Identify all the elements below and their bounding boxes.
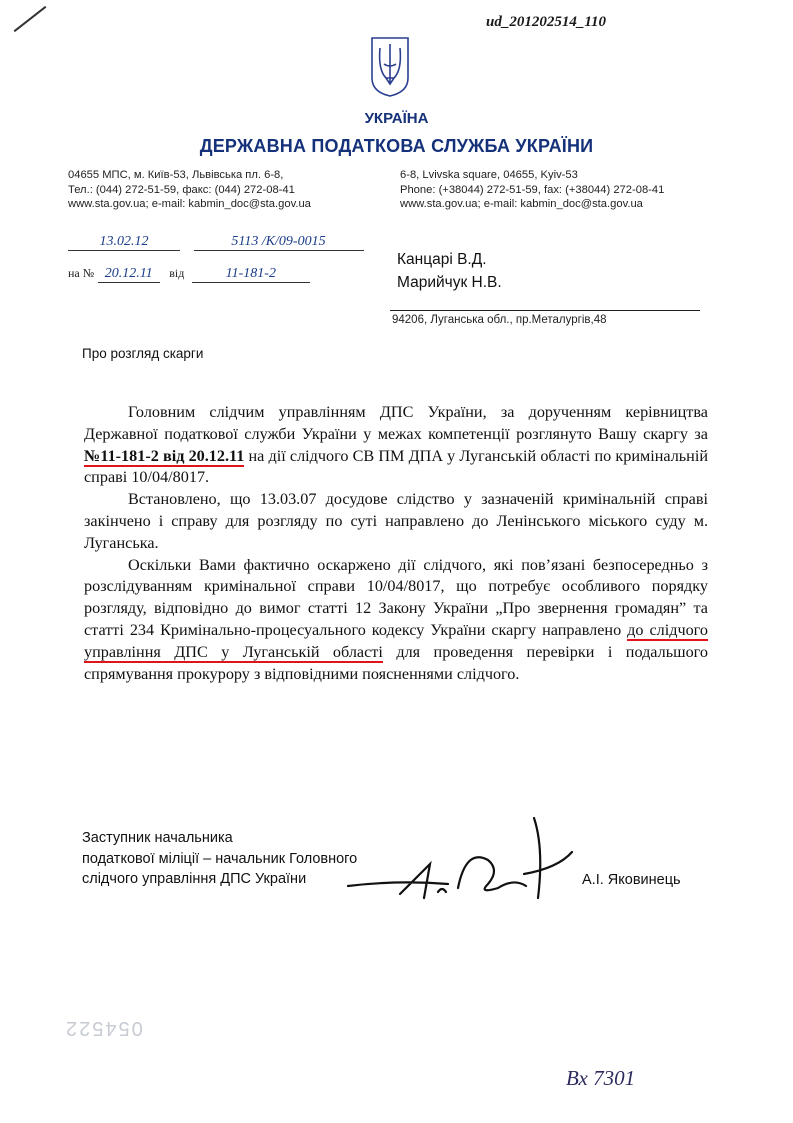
signatory-title-line: слідчого управління ДПС України: [82, 871, 307, 887]
recipient-name: Марийчук Н.В.: [397, 274, 502, 291]
outgoing-reference: [68, 234, 364, 251]
vid-label: від: [169, 266, 185, 280]
na-label: на №: [68, 266, 95, 280]
address-en: [400, 168, 664, 212]
address-ua: [68, 168, 311, 212]
faint-stamp-number: 054522: [64, 1017, 143, 1039]
trident-emblem-icon: [368, 34, 412, 98]
outgoing-number: 5113 /К/09-0015: [194, 234, 364, 251]
body-paragraph: [84, 402, 708, 489]
address-ua-line: 04655 МПС, м. Київ-53, Львівська пл. 6-8,: [68, 169, 284, 181]
signatory-name: А.І. Яковинець: [582, 872, 681, 888]
recipient-name: Канцарі В.Д.: [397, 251, 487, 268]
incoming-number: 20.12.11: [98, 266, 160, 283]
letter-body: [84, 402, 708, 685]
body-text: на дії слідчого СВ ПМ ДПА у Луганській області по кримінальній справі 10/04/8017.: [84, 446, 708, 487]
handwritten-signature-icon: [338, 808, 588, 908]
body-text: Головним слідчим управлінням ДПС України, за дорученням керівництва Державної податкової служби України у межах компетенції розглянуто Вашу скаргу за: [84, 403, 708, 443]
service-name: ДЕРЖАВНА ПОДАТКОВА СЛУЖБА УКРАЇНИ: [199, 136, 594, 156]
address-ua-line: Тел.: (044) 272-51-59, факс: (044) 272-08-41: [68, 183, 295, 196]
document-id: ud_201202514_110: [486, 14, 607, 30]
incoming-reference: [68, 266, 310, 283]
address-en-line: www.sta.gov.ua; e-mail: kabmin_doc@sta.gov.ua: [400, 198, 643, 210]
outgoing-date: 13.02.12: [68, 234, 180, 251]
body-paragraph: [84, 555, 708, 686]
body-text: для проведення перевірки і подальшого спрямування прокурору з відповідними поясненнями слідчого.: [84, 642, 708, 683]
recipient-address: 94206, Луганська обл., пр.Металургів,48: [392, 314, 607, 326]
address-en-line: Phone: (+38044) 272-51-59, fax: (+38044) 272-08-41: [400, 183, 665, 196]
highlighted-destination: до слідчого управління ДПС у Луганській області: [84, 620, 709, 661]
incoming-ref: 11-181-2: [192, 266, 310, 283]
recipient-divider: [390, 310, 700, 311]
highlighted-complaint-ref: №11-181-2 від 20.12.11: [84, 446, 245, 465]
body-paragraph: Встановлено, що 13.03.07 досудове слідство у зазначеній кримінальній справі закінчено і справу для розгляду по суті направлено до Ленінського міського суду м. Луганська.: [84, 490, 708, 552]
signatory-title-line: податкової міліції – начальник Головного: [82, 850, 358, 867]
signatory-title: [82, 828, 357, 890]
letter-subject: Про розгляд скарги: [82, 346, 204, 361]
country-name: УКРАЇНА: [364, 110, 429, 127]
body-text: Оскільки Вами фактично оскаржено дії слідчого, які пов’язані безпосередньо з розслідуванням кримінальної справи 10/04/8017, що потребує особливого порядку розгляду, відповідно до вимог статті 12 Закону України „Про звернення громадян” та статті 234 Кримінально-процесуального кодексу України скаргу направлено: [84, 555, 708, 639]
handwritten-registration-number: Вх 7301: [566, 1066, 636, 1090]
recipient-names: [397, 248, 502, 294]
corner-pen-mark: [14, 6, 47, 32]
signatory-title-line: Заступник начальника: [82, 830, 233, 846]
address-en-line: 6-8, Lvivska square, 04655, Kyiv-53: [400, 169, 578, 181]
address-ua-line: www.sta.gov.ua; e-mail: kabmin_doc@sta.gov.ua: [68, 198, 311, 210]
